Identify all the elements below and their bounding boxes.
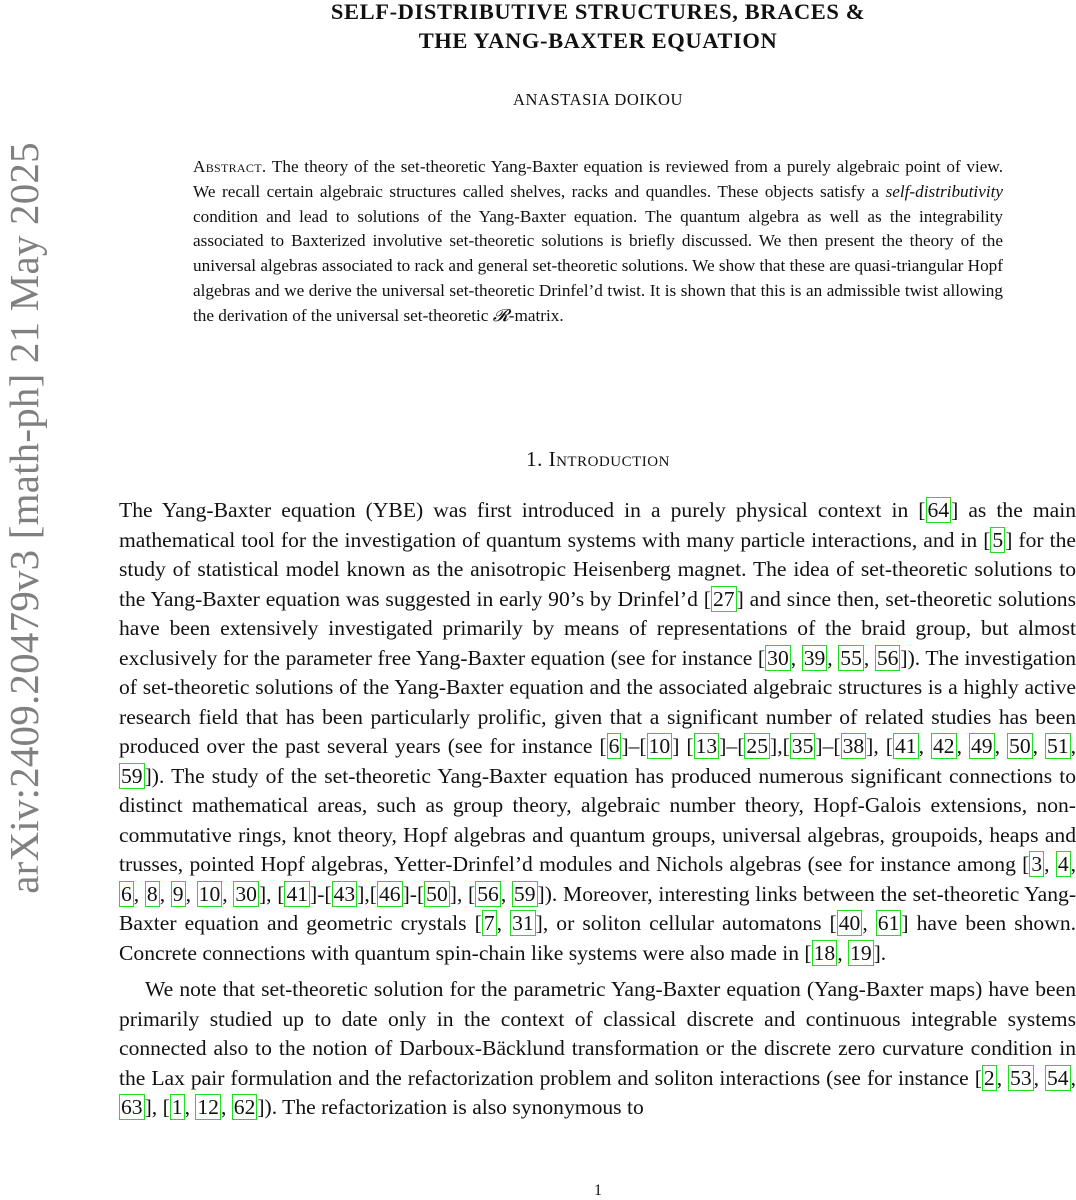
citation-link[interactable]: 56 [876, 645, 899, 670]
abstract [193, 155, 1003, 328]
citation-link[interactable]: 59 [513, 881, 536, 906]
citation-link[interactable]: 8 [146, 881, 158, 906]
citation-link[interactable]: 53 [1010, 1065, 1032, 1090]
citation-link[interactable]: 64 [927, 498, 950, 522]
citation-link[interactable]: 62 [233, 1095, 256, 1119]
citation-link[interactable]: 31 [512, 911, 534, 935]
paper-title [0, 0, 1076, 55]
citation-link[interactable]: 6 [121, 881, 132, 906]
citation-link[interactable]: 50 [426, 881, 448, 906]
abstract-label: Abstract. [193, 157, 267, 176]
citation-link[interactable]: 41 [894, 734, 917, 758]
citation-link[interactable]: 4 [1057, 852, 1069, 876]
citation-link[interactable]: 3 [1031, 852, 1043, 876]
abstract-text: condition and lead to solutions of the Yang-Baxter equation. The quantum algebra as well as the integrability associated to Baxterized involutive set-theoretic solutions is briefly discussed. We then present the theory of the universal algebras associated to rack and general set-theoretic solutions. We show that these are quasi-triangular Hopf algebras and we derive the universal set-theoretic Drinfel’d twist. It is shown that this is an admissible twist allowing the derivation of the universal set-theoretic [193, 206, 1003, 325]
citation-link[interactable]: 25 [746, 734, 768, 758]
citation-link[interactable]: 55 [840, 645, 862, 670]
arxiv-stamp [2, 130, 46, 905]
citation-link[interactable]: 40 [838, 911, 861, 935]
abstract-text: -matrix. [508, 305, 564, 325]
citation-link[interactable]: 63 [121, 1095, 143, 1119]
citation-link[interactable]: 12 [197, 1095, 219, 1119]
citation-link[interactable]: 6 [608, 734, 620, 758]
citation-link[interactable]: 10 [198, 881, 221, 906]
section-title: Introduction [548, 447, 670, 471]
citation-link[interactable]: 61 [877, 911, 900, 935]
citation-link[interactable]: 50 [1009, 734, 1031, 758]
title-line-2: THE YANG-BAXTER EQUATION [418, 28, 778, 53]
body-text [119, 496, 1076, 1123]
citation-link[interactable]: 2 [983, 1065, 995, 1090]
citation-link[interactable]: 35 [791, 734, 814, 758]
citation-link[interactable]: 56 [477, 881, 499, 906]
citation-link[interactable]: 49 [971, 734, 993, 758]
citation-link[interactable]: 41 [286, 881, 309, 906]
citation-link[interactable]: 42 [932, 734, 955, 758]
citation-link[interactable]: 30 [235, 881, 257, 906]
abstract-text: The theory of the set-theoretic Yang-Baxter equation is reviewed from a purely algebraic point of view. We recall certain algebraic structures called shelves, racks and quandles. These objects satisfy a [193, 157, 1003, 201]
page-number: 1 [594, 1182, 602, 1199]
citation-link[interactable]: 7 [483, 911, 495, 935]
citation-link[interactable]: 5 [992, 527, 1004, 552]
section-heading [0, 447, 1076, 472]
citation-link[interactable]: 10 [648, 734, 671, 758]
citation-link[interactable]: 13 [695, 734, 718, 758]
arxiv-identifier: arXiv:2409.20479v3 [math-ph] 21 May 2025 [1, 141, 47, 894]
citation-link[interactable]: 27 [712, 586, 735, 611]
paragraph: The Yang-Baxter equation (YBE) was first introduced in a purely physical context in [64] as the main mathematical tool for the investigation of quantum systems with many particle interactions, and in [5] for the study of statistical model known as the anisotropic Heisenberg magnet. The idea of set-theoretic solutions to the Yang-Baxter equation was suggested in early 90’s by Drinfel’d [27] and since then, set-theoretic solutions have been extensively investigated primarily by means of representations of the braid group, but almost exclusively for the parameter free Yang-Baxter equation (see for instance [30, 39, 55, 56]). The investigation of set-theoretic solutions of the Yang-Baxter equation and the associated algebraic structures is a highly active research field that has been particularly prolific, given that a significant number of related studies has been produced over the past several years (see for instance [6]–[10] [13]–[25],[35]–[38], [41, 42, 49, 50, 51, 59]). The study of the set-theoretic Yang-Baxter equation has produced numerous significant connections to distinct mathematical areas, such as group theory, algebraic number theory, Hopf-Galois extensions, non-commutative rings, knot theory, Hopf algebras and quantum groups, universal algebras, groupoids, heaps and trusses, pointed Hopf algebras, Yetter-Drinfel’d modules and Nichols algebras (see for instance among [3, 4, 6, 8, 9, 10, 30], [41]-[43],[46]-[50], [56, 59]). Moreover, interesting links between the set-theoretic Yang-Baxter equation and geometric crystals [7, 31], or soliton cellular automatons [40, 61] have been shown. Concrete connections with quantum spin-chain like systems were also made in [18, 19]. [119, 498, 1076, 965]
abstract-emphasis: self-distributivity [885, 181, 1003, 201]
citation-link[interactable]: 54 [1047, 1065, 1069, 1090]
citation-link[interactable]: 43 [333, 881, 356, 906]
citation-link[interactable]: 46 [378, 881, 401, 906]
citation-link[interactable]: 51 [1047, 734, 1069, 758]
citation-link[interactable]: 59 [121, 763, 143, 788]
citation-link[interactable]: 19 [850, 940, 872, 965]
citation-link[interactable]: 38 [842, 734, 865, 758]
author-name: ANASTASIA DOIKOU [512, 90, 684, 109]
citation-link[interactable]: 18 [813, 940, 836, 965]
r-matrix-symbol: 𝓡 [492, 305, 509, 325]
citation-link[interactable]: 1 [171, 1095, 183, 1119]
section-number: 1. [526, 447, 543, 471]
citation-link[interactable]: 9 [172, 881, 184, 906]
paragraph: We note that set-theoretic solution for the parametric Yang-Baxter equation (Yang-Baxter maps) have been primarily studied up to date only in the context of classical discrete and continuous integrable systems connected also to the notion of Darboux-Bäcklund transformation or the discrete zero curvature condition in the Lax pair formulation and the refactorization problem and soliton interactions (see for instance [2, 53, 54, 63], [1, 12, 62]). The refactorization is also synonymous to [119, 977, 1076, 1119]
citation-link[interactable]: 39 [803, 645, 826, 670]
title-line-1: SELF-DISTRIBUTIVE STRUCTURES, BRACES & [330, 0, 866, 24]
citation-link[interactable]: 30 [767, 645, 789, 670]
